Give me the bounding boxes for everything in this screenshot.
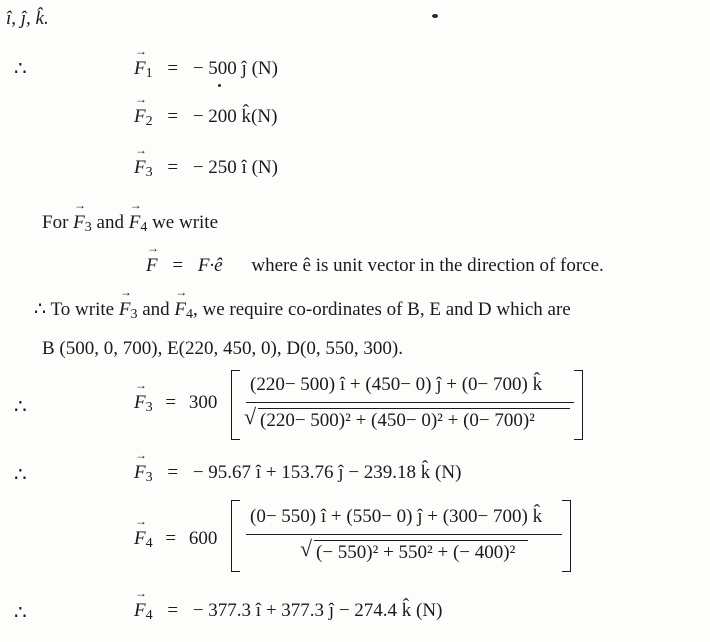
- unit-vector-definition: → F = F·ê where ê is unit vector in the direction of force.: [146, 255, 604, 277]
- fraction-bar: [246, 402, 574, 403]
- vector-f3: → F: [134, 157, 146, 179]
- scan-speck: [218, 84, 221, 87]
- f2-value: − 200 k̂(N): [192, 106, 278, 127]
- therefore-symbol: ∴: [14, 602, 27, 624]
- f4-coefficient: 600: [188, 528, 218, 549]
- vector-f1: → F: [134, 58, 146, 80]
- therefore-symbol: ∴: [14, 58, 27, 80]
- right-bracket: [574, 370, 583, 440]
- sqrt-overline: [314, 540, 528, 541]
- unit-vectors-text: î, ĵ, k̂.: [6, 8, 49, 29]
- right-bracket: [562, 500, 571, 572]
- sqrt-symbol: √: [244, 404, 257, 429]
- f4-numerator: (0− 550) î + (550− 0) ĵ + (300− 700) k̂: [250, 506, 543, 527]
- equation-f2: → $F_2$ = − 200 k̂(N): [134, 106, 277, 130]
- f3-coefficient: 300: [188, 392, 218, 413]
- f3-value: − 250 î (N): [192, 157, 278, 178]
- sqrt-overline: [258, 408, 570, 409]
- therefore-symbol: ∴: [14, 464, 27, 486]
- f4-calc-lhs: → $F_4 = 600$: [134, 528, 217, 552]
- vector-f2: → F: [134, 106, 146, 128]
- f3-calc-lhs: → $F_3 = 300$: [134, 392, 217, 416]
- f1-value: − 500 ĵ (N): [192, 58, 278, 79]
- left-bracket: [231, 500, 240, 572]
- coordinates-intro: ∴ To write → $F_3$ and → $F_4$, we require co-ordinates of B, E and D which are: [34, 298, 571, 323]
- f3-result: → $F_3$ = − 95.67 î + 153.76 ĵ − 239.18 k̂ (N): [134, 462, 461, 486]
- fraction-bar: [246, 534, 562, 535]
- equation-f3: → $F_3$ = − 250 î (N): [134, 157, 278, 181]
- f4-denominator: (− 550)² + 550² + (− 400)²: [316, 542, 516, 563]
- left-bracket: [231, 370, 240, 440]
- therefore-symbol: ∴: [14, 396, 27, 418]
- sqrt-symbol: √: [300, 536, 313, 561]
- intro-text: For → $F_3$ and → $F_4$ we write: [42, 212, 218, 236]
- equation-f1: → $F_1$ = − 500 ĵ (N): [134, 58, 278, 82]
- f3-numerator: (220− 500) î + (450− 0) ĵ + (0− 700) k̂: [250, 374, 543, 395]
- f3-denominator: (220− 500)² + (450− 0)² + (0− 700)²: [260, 410, 535, 431]
- f4-result: → $F_4$ = − 377.3 î + 377.3 ĵ − 274.4 k̂ (N): [134, 600, 442, 624]
- coordinates-text: B (500, 0, 700), E(220, 450, 0), D(0, 550, 300).: [42, 338, 403, 359]
- scan-speck: [432, 14, 438, 18]
